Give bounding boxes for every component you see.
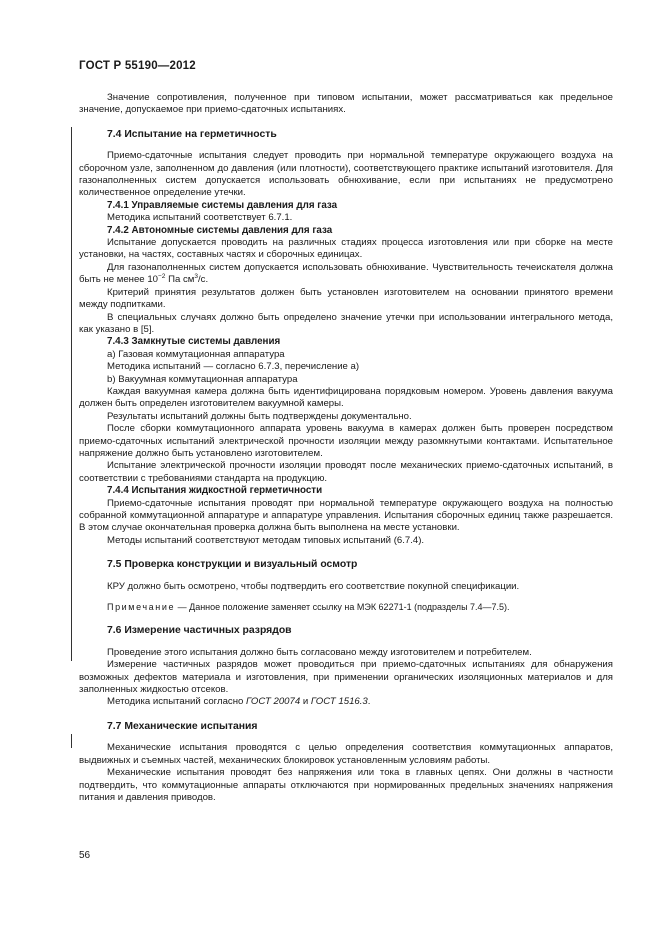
text-run: Для газонаполненных систем допускается использовать обнюхивание. Чувствительность течеискателя должна быть не менее 10 xyxy=(79,261,613,286)
text-run: Методика испытаний согласно xyxy=(107,696,247,708)
paragraph: КРУ должно быть осмотрено, чтобы подтвердить его соответствие покупной спецификации. xyxy=(107,580,520,592)
paragraph: Приемо-сдаточные испытания следует проводить при нормальной температуре окружающего воздуха на сборочном узле, заполненном до давления (или плотности), соответствующего практике испытаний изготовителя. Для газонаполненных систем допускается использовать обнюхивание, если при испытаниях не предусмотрено количественное определение утечки. xyxy=(79,150,613,199)
note-label: Примечание xyxy=(107,602,176,613)
list-item-a: а) Газовая коммутационная аппаратура xyxy=(107,348,285,360)
note-text: — Данное положение заменяет ссылку на МЭК 62271-1 (подразделы 7.4—7.5). xyxy=(175,602,510,613)
page-number: 56 xyxy=(79,850,91,861)
section-7-4-1-title: 7.4.1 Управляемые системы давления для газа xyxy=(107,199,338,211)
paragraph: В специальных случаях должно быть определено значение утечки при использовании интегрального метода, как указано в [5]. xyxy=(79,311,613,335)
note xyxy=(79,601,613,613)
change-bar-1 xyxy=(71,127,72,661)
paragraph: Результаты испытаний должны быть подтверждены документально. xyxy=(107,410,412,422)
section-7-4-2-title: 7.4.2 Автономные системы давления для газа xyxy=(107,224,333,236)
text-run: . xyxy=(367,696,371,708)
paragraph: Испытание допускается проводить на различных стадиях процесса изготовления или при сборке на месте установки, на частях, составных частях и сборочных единицах. xyxy=(79,237,613,261)
standard-header: ГОСТ Р 55190—2012 xyxy=(79,60,196,72)
paragraph: Испытание электрической прочности изоляции проводят после механических приемо-сдаточных испытаний, в соответствии с требованиями стандарта на продукцию. xyxy=(79,460,613,484)
paragraph: Методика испытаний — согласно 6.7.3, перечисление а) xyxy=(107,361,360,373)
paragraph: Механические испытания проводятся с целью определения соответствия коммутационных аппаратов, выдвижных и съемных частей, механических блокировок установленным условиям работы. xyxy=(79,742,613,766)
paragraph: После сборки коммутационного аппарата уровень вакуума в камерах должен быть проверен посредством приемо-сдаточных испытаний электрической прочности изоляции между разомкнутыми контактами. Испытательное напряжение должно быть установлено изготовителем. xyxy=(79,423,613,459)
paragraph: Методы испытаний соответствуют методам типовых испытаний (6.7.4). xyxy=(107,534,425,546)
exponent: 3 xyxy=(194,273,199,281)
section-7-4-4-title: 7.4.4 Испытания жидкостной герметичности xyxy=(107,485,323,497)
list-item-b: b) Вакуумная коммутационная аппаратура xyxy=(107,373,298,385)
standard-reference: ГОСТ 20074 xyxy=(246,696,301,708)
change-bar-2 xyxy=(71,734,72,748)
section-7-4-title: 7.4 Испытание на герметичность xyxy=(107,128,277,140)
paragraph: Методика испытаний соответствует 6.7.1. xyxy=(107,212,293,224)
paragraph: Критерий принятия результатов должен быть установлен изготовителем на основании принятого времени между подпитками. xyxy=(79,286,613,311)
section-7-4-3-title: 7.4.3 Замкнутые системы давления xyxy=(107,336,281,348)
section-7-7-title: 7.7 Механические испытания xyxy=(107,720,258,732)
paragraph: Проведение этого испытания должно быть согласовано между изготовителем и потребителем. xyxy=(107,646,532,658)
text-run: Па см xyxy=(165,274,195,286)
intro-paragraph: Значение сопротивления, полученное при типовом испытании, может рассматриваться как предельное значение, допускаемое при приемо-сдаточных испытаниях. xyxy=(79,92,613,116)
exponent: −2 xyxy=(158,273,166,281)
paragraph: Измерение частичных разрядов может проводиться при приемо-сдаточных испытаниях для обнаружения возможных дефектов материала и изготовления, при применении органических изоляционных материалов и для заполненных жидкостью отсеков. xyxy=(79,659,613,696)
paragraph-sensitivity xyxy=(79,262,613,287)
text-run: и xyxy=(300,696,311,708)
text-run: /с. xyxy=(198,274,209,286)
paragraph: Каждая вакуумная камера должна быть идентифицирована порядковым номером. Уровень давления вакуума должен быть определен изготовителем вакуумной камеры. xyxy=(79,385,613,410)
section-7-6-title: 7.6 Измерение частичных разрядов xyxy=(107,625,292,637)
paragraph-method xyxy=(79,696,613,708)
standard-reference: ГОСТ 1516.3 xyxy=(310,696,368,708)
paragraph: Приемо-сдаточные испытания проводят при нормальной температуре окружающего воздуха на полностью собранной коммутационной аппаратуре и аппаратуре управления. Испытания сборочных единиц также разрешается. В этом случае окончательная проверка должна быть выполнена на месте установки. xyxy=(79,497,613,534)
document-body xyxy=(79,92,613,804)
paragraph: Механические испытания проводят без напряжения или тока в главных цепях. Они должны в частности подтвердить, что коммутационные аппараты отключаются при нормированных предельных значениях напряжения питания и давления приводов. xyxy=(79,767,613,803)
section-7-5-title: 7.5 Проверка конструкции и визуальный осмотр xyxy=(107,559,358,571)
